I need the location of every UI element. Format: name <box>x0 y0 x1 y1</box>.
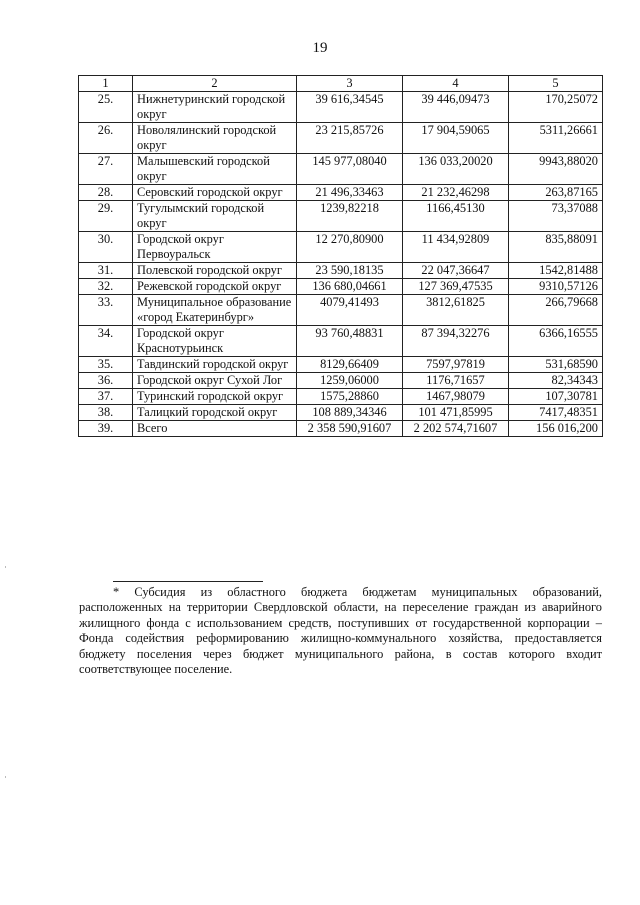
value-total: 12 270,80900 <box>297 232 403 263</box>
municipality-name: Талицкий городской округ <box>133 405 297 421</box>
value-region: 263,87165 <box>509 185 603 201</box>
header-cell: 4 <box>403 76 509 92</box>
value-total: 136 680,04661 <box>297 279 403 295</box>
row-number: 31. <box>79 263 133 279</box>
value-fund: 127 369,47535 <box>403 279 509 295</box>
row-number: 39. <box>79 421 133 437</box>
value-total: 4079,41493 <box>297 295 403 326</box>
table-row <box>79 405 603 421</box>
value-region: 531,68590 <box>509 357 603 373</box>
table-row <box>79 201 603 232</box>
value-total: 108 889,34346 <box>297 405 403 421</box>
row-number: 37. <box>79 389 133 405</box>
table-row <box>79 357 603 373</box>
table-row <box>79 123 603 154</box>
value-total: 2 358 590,91607 <box>297 421 403 437</box>
municipality-name: Малышевский городской округ <box>133 154 297 185</box>
value-region: 82,34343 <box>509 373 603 389</box>
municipality-name: Муниципальное образование «город Екатеринбург» <box>133 295 297 326</box>
municipality-name: Нижнетуринский городской округ <box>133 92 297 123</box>
row-number: 25. <box>79 92 133 123</box>
value-fund: 39 446,09473 <box>403 92 509 123</box>
table-row <box>79 154 603 185</box>
value-total: 39 616,34545 <box>297 92 403 123</box>
value-region: 107,30781 <box>509 389 603 405</box>
municipality-name: Всего <box>133 421 297 437</box>
table-row <box>79 185 603 201</box>
value-region: 266,79668 <box>509 295 603 326</box>
value-fund: 136 033,20020 <box>403 154 509 185</box>
value-total: 23 590,18135 <box>297 263 403 279</box>
municipality-name: Тугулымский городской округ <box>133 201 297 232</box>
value-total: 93 760,48831 <box>297 326 403 357</box>
value-fund: 7597,97819 <box>403 357 509 373</box>
value-region: 6366,16555 <box>509 326 603 357</box>
footnote <box>79 585 602 677</box>
value-fund: 1166,45130 <box>403 201 509 232</box>
page-number: 19 <box>312 40 328 56</box>
header-cell: 5 <box>509 76 603 92</box>
footnote-divider <box>113 581 263 582</box>
row-number: 32. <box>79 279 133 295</box>
table-row <box>79 373 603 389</box>
row-number: 27. <box>79 154 133 185</box>
value-total: 1259,06000 <box>297 373 403 389</box>
value-fund: 21 232,46298 <box>403 185 509 201</box>
margin-mark <box>5 566 6 568</box>
subsidy-table <box>78 75 603 437</box>
row-number: 35. <box>79 357 133 373</box>
row-number: 33. <box>79 295 133 326</box>
table-row <box>79 326 603 357</box>
table-row <box>79 421 603 437</box>
row-number: 28. <box>79 185 133 201</box>
value-total: 21 496,33463 <box>297 185 403 201</box>
value-fund: 1176,71657 <box>403 373 509 389</box>
value-fund: 87 394,32276 <box>403 326 509 357</box>
row-number: 38. <box>79 405 133 421</box>
table-row <box>79 279 603 295</box>
value-fund: 1467,98079 <box>403 389 509 405</box>
header-cell: 1 <box>79 76 133 92</box>
value-fund: 17 904,59065 <box>403 123 509 154</box>
table-row <box>79 295 603 326</box>
value-fund: 11 434,92809 <box>403 232 509 263</box>
value-total: 1575,28860 <box>297 389 403 405</box>
value-total: 145 977,08040 <box>297 154 403 185</box>
value-region: 835,88091 <box>509 232 603 263</box>
municipality-name: Тавдинский городской округ <box>133 357 297 373</box>
municipality-name: Режевской городской округ <box>133 279 297 295</box>
header-cell: 3 <box>297 76 403 92</box>
value-fund: 101 471,85995 <box>403 405 509 421</box>
municipality-name: Городской округ Сухой Лог <box>133 373 297 389</box>
row-number: 34. <box>79 326 133 357</box>
municipality-name: Туринский городской округ <box>133 389 297 405</box>
table-row <box>79 263 603 279</box>
value-fund: 2 202 574,71607 <box>403 421 509 437</box>
value-region: 73,37088 <box>509 201 603 232</box>
municipality-name: Городской округ Краснотурьинск <box>133 326 297 357</box>
table-body <box>79 92 603 437</box>
municipality-name: Городской округ Первоуральск <box>133 232 297 263</box>
value-total: 1239,82218 <box>297 201 403 232</box>
value-region: 156 016,200 <box>509 421 603 437</box>
value-total: 8129,66409 <box>297 357 403 373</box>
table-row <box>79 92 603 123</box>
row-number: 29. <box>79 201 133 232</box>
row-number: 30. <box>79 232 133 263</box>
municipality-name: Серовский городской округ <box>133 185 297 201</box>
header-cell: 2 <box>133 76 297 92</box>
table-header-row <box>79 76 603 92</box>
margin-mark <box>5 776 6 778</box>
footnote-text: * Субсидия из областного бюджета бюджетам муниципальных образований, расположенных на территории Свердловской области, на переселение граждан из аварийного жилищного фонда с использованием средств, поступивших от государственной корпорации – Фонда содействия реформированию жилищно-коммунального хозяйства, предоставляется бюджету поселения через бюджет муниципального района, в состав которого входит соответствующее поселение. <box>79 585 602 677</box>
row-number: 26. <box>79 123 133 154</box>
value-total: 23 215,85726 <box>297 123 403 154</box>
value-region: 9943,88020 <box>509 154 603 185</box>
value-region: 170,25072 <box>509 92 603 123</box>
table-row <box>79 232 603 263</box>
row-number: 36. <box>79 373 133 389</box>
value-region: 5311,26661 <box>509 123 603 154</box>
value-fund: 3812,61825 <box>403 295 509 326</box>
value-region: 1542,81488 <box>509 263 603 279</box>
table-row <box>79 389 603 405</box>
municipality-name: Новолялинский городской округ <box>133 123 297 154</box>
municipality-name: Полевской городской округ <box>133 263 297 279</box>
value-fund: 22 047,36647 <box>403 263 509 279</box>
value-region: 7417,48351 <box>509 405 603 421</box>
value-region: 9310,57126 <box>509 279 603 295</box>
